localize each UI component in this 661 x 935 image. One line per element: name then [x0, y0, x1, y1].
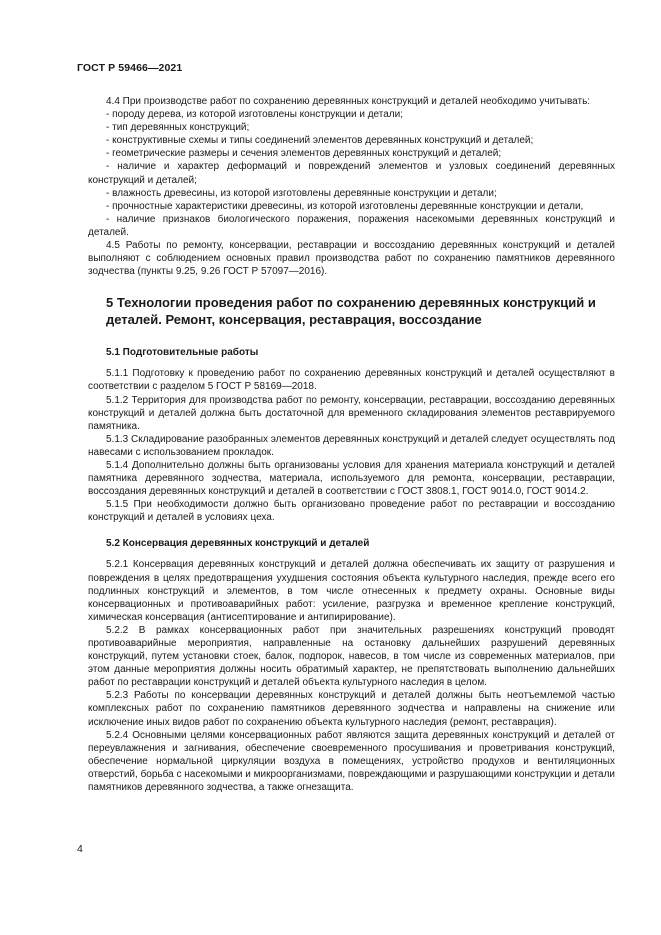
section-5-heading: 5 Технологии проведения работ по сохранению деревянных конструкций и деталей. Ремонт, консервация, реставрация, воссоздание — [106, 295, 596, 327]
list-item: - наличие и характер деформаций и повреждений элементов и узловых соединений деревянных конструкций и деталей; — [88, 161, 615, 186]
document-code-header: ГОСТ Р 59466—2021 — [77, 62, 183, 74]
clause-5-1-1: 5.1.1 Подготовку к проведению работ по сохранению деревянных конструкций и деталей осуществляют в соответствии с разделом 5 ГОСТ Р 58169—2018. — [88, 368, 615, 393]
list-item: - конструктивные схемы и типы соединений элементов деревянных конструкций и деталей; — [106, 135, 534, 147]
list-item: - породу дерева, из которой изготовлены конструкции и детали; — [106, 109, 403, 121]
list-item: - прочностные характеристики древесины, из которой изготовлены деревянные конструкции и детали, — [106, 200, 584, 212]
subsection-5-2-heading: 5.2 Консервация деревянных конструкций и деталей — [106, 538, 370, 550]
clause-5-2-2: 5.2.2 В рамках консервационных работ при значительных разрешениях конструкций проводят противоаварийные мероприятия, направленные на остановку дальнейших разрушений деревянных конструкций, путем установки стоек, балок, подпорок, навесов, в том числе из современных материалов, при этом данные мероприятия должны носить обратимый характер, не препятствовать выполнению дальнейших работ по реставрации конструкций и деталей объекта культурного наследия в целом. — [88, 624, 615, 689]
clause-4-5: 4.5 Работы по ремонту, консервации, реставрации и воссозданию деревянных конструкций и деталей выполняют с соблюдением основных правил производства работ по сохранению памятников деревянного зодчества (пункты 9.25, 9.26 ГОСТ Р 57097—2016). — [88, 240, 615, 278]
list-item: - тип деревянных конструкций; — [106, 122, 250, 134]
clause-5-1-3: 5.1.3 Складирование разобранных элементов деревянных конструкций и деталей следует осуществлять под навесами с использованием прокладок. — [88, 433, 615, 458]
list-item: - геометрические размеры и сечения элементов деревянных конструкций и деталей; — [106, 148, 502, 160]
clause-5-2-3: 5.2.3 Работы по консервации деревянных конструкций и деталей должны быть неотъемлемой частью комплексных работ по сохранению памятников деревянного зодчества и направлены на снижение или исключение иных видов работ по сохранению объекта культурного наследия (ремонт, реставрация). — [88, 690, 615, 728]
document-body — [88, 95, 615, 794]
clause-5-1-2: 5.1.2 Территория для производства работ по ремонту, консервации, реставрации, воссозданию деревянных конструкций и деталей должна быть достаточной для временного складирования элементов реставрируемого памятника. — [88, 394, 615, 432]
clause-5-2-1: 5.2.1 Консервация деревянных конструкций и деталей должна обеспечивать их защиту от разрушения и повреждения в целях предотвращения ухудшения состояния объекта культурного наследия, прежде всего его подлинных конструкций и элементов, в том числе отнесенных к предмету охраны. Основные виды консервационных и противоаварийных работ: усиление, разгрузка и временное крепление конструкций, химическая консервация (антисептирование и антипирирование). — [88, 559, 615, 623]
clause-4-4-intro: 4.4 При производстве работ по сохранению деревянных конструкций и деталей необходимо учитывать: — [106, 96, 591, 107]
subsection-5-1-heading: 5.1 Подготовительные работы — [106, 347, 259, 359]
clause-5-2-4: 5.2.4 Основными целями консервационных работ являются защита деревянных конструкций и деталей от переувлажнения и загнивания, обеспечение своевременного просушивания и проветривания конструкций, обеспечение нормальной циркуляции воздуха в помещениях, устройство продухов и вентиляционных отверстий, борьба с насекомыми и микроорганизмами, повреждающими и разрушающими конструкции и детали памятников деревянного зодчества, а также огнезащита. — [88, 729, 615, 794]
list-item: - влажность древесины, из которой изготовлены деревянные конструкции и детали; — [106, 187, 497, 199]
page-number: 4 — [77, 843, 83, 855]
list-item: - наличие признаков биологического поражения, поражения насекомыми деревянных конструкций и деталей. — [88, 213, 615, 238]
clause-5-1-5: 5.1.5 При необходимости должно быть организовано проведение работ по реставрации и воссозданию конструкций и деталей в условиях цеха. — [88, 499, 615, 524]
clause-5-1-4: 5.1.4 Дополнительно должны быть организованы условия для хранения материала конструкций и деталей памятника деревянного зодчества, материала, используемого для ремонта, консервации, реставрации, воссоздания деревянных конструкций и деталей в соответствии с ГОСТ 3808.1, ГОСТ 9014.0, ГОСТ 9014.2. — [88, 459, 615, 498]
